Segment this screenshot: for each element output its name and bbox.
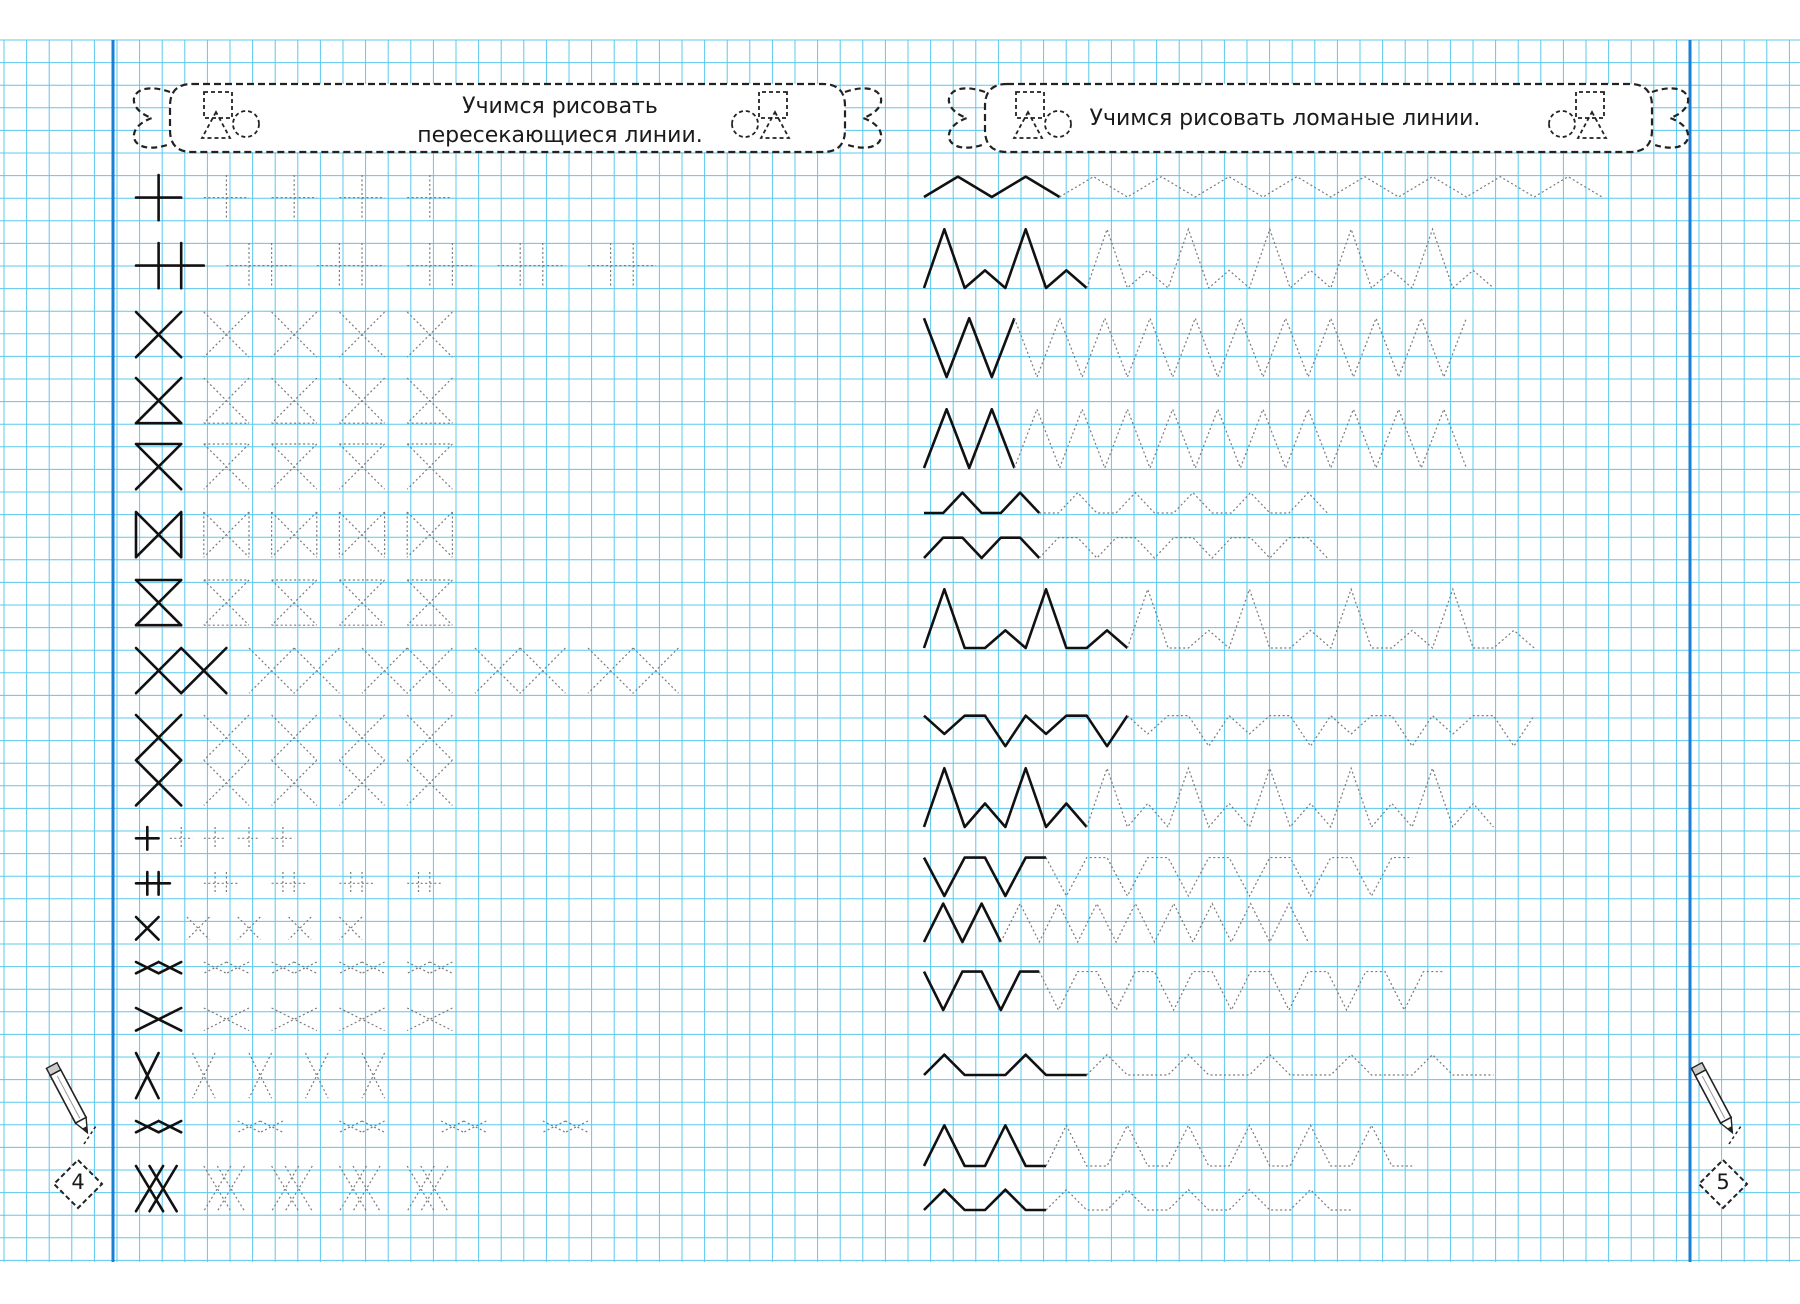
tracing-figure [204, 872, 238, 895]
crossing-row [136, 444, 452, 489]
tracing-figure [407, 444, 452, 489]
tracing-zigzag [1014, 409, 1466, 468]
zigzag-row [924, 589, 1534, 648]
sample-figure [136, 243, 204, 288]
sample-figure [136, 312, 181, 357]
sample-figure [136, 962, 181, 973]
zigzag-lines-exercises [924, 177, 1602, 1210]
zigzag-row [924, 972, 1443, 1010]
banner-curl-right [1652, 88, 1688, 147]
tracing-figure [170, 827, 193, 850]
tracing-figure [407, 962, 452, 973]
zigzag-row [924, 1055, 1494, 1075]
tracing-figure [339, 872, 373, 895]
crossing-row [136, 1053, 385, 1098]
page-number-right: 5 [1716, 1170, 1730, 1194]
sample-zigzag [924, 768, 1087, 827]
tracing-figure [407, 1166, 448, 1211]
header-banners [134, 84, 1688, 152]
tracing-figure [339, 580, 384, 625]
tracing-zigzag [1046, 858, 1412, 896]
tracing-figure [339, 512, 384, 557]
tracing-figure [475, 648, 565, 693]
crossing-row [136, 312, 452, 357]
sample-zigzag [924, 716, 1127, 747]
tracing-figure [543, 1121, 588, 1132]
tracing-zigzag [1087, 768, 1494, 827]
sample-figure [136, 648, 226, 693]
tracing-figure [272, 444, 317, 489]
grid-paper [0, 40, 1800, 1262]
sample-zigzag [924, 177, 1060, 197]
tracing-figure [289, 917, 312, 940]
sample-figure [136, 1166, 177, 1211]
tracing-figure [272, 1166, 313, 1211]
zigzag-row [924, 409, 1466, 468]
tracing-figure [339, 312, 384, 357]
sample-zigzag [924, 858, 1046, 896]
sample-figure [136, 1121, 181, 1132]
tracing-figure [441, 1121, 486, 1132]
tracing-figure [204, 962, 249, 973]
crossing-row [136, 648, 678, 693]
tracing-figure [272, 312, 317, 357]
crossing-row [136, 175, 452, 220]
crossing-row [136, 1121, 588, 1132]
tracing-figure [238, 917, 261, 940]
crossing-row [136, 512, 452, 557]
zigzag-row [924, 177, 1602, 197]
tracing-figure [407, 715, 452, 805]
tracing-zigzag [1001, 904, 1308, 942]
tracing-figure [272, 580, 317, 625]
tracing-figure [272, 872, 306, 895]
sample-figure [136, 872, 170, 895]
tracing-figure [204, 444, 249, 489]
page-number-left: 4 [71, 1170, 85, 1194]
tracing-figure [339, 962, 384, 973]
tracing-figure [187, 917, 210, 940]
tracing-figure [306, 1053, 329, 1098]
tracing-figure [407, 872, 441, 895]
crossing-row [136, 827, 294, 850]
zigzag-row [924, 1125, 1412, 1166]
sample-figure [136, 580, 181, 625]
zigzag-row [924, 904, 1308, 942]
tracing-figure [362, 648, 452, 693]
banner-frame [985, 84, 1652, 152]
crossing-lines-exercises [136, 175, 678, 1211]
tracing-figure [272, 378, 317, 423]
zigzag-row [924, 318, 1466, 377]
tracing-zigzag [1039, 493, 1327, 513]
zigzag-row [924, 538, 1327, 558]
tracing-figure [339, 1121, 384, 1132]
page-title-left-line1: Учимся рисовать [462, 94, 658, 119]
tracing-zigzag [1046, 1125, 1412, 1166]
tracing-figure [339, 378, 384, 423]
crossing-row [136, 378, 452, 423]
tracing-figure [407, 378, 452, 423]
crossing-row [136, 715, 452, 805]
tracing-zigzag [1060, 177, 1602, 197]
tracing-figure [204, 378, 249, 423]
tracing-figure [238, 1121, 283, 1132]
sample-zigzag [924, 229, 1087, 288]
tracing-zigzag [1087, 1055, 1494, 1075]
margin-lines [113, 40, 1690, 1262]
tracing-figure [407, 312, 452, 357]
tracing-figure [272, 512, 317, 557]
crossing-row [136, 917, 362, 940]
tracing-zigzag [1039, 538, 1327, 558]
tracing-figure [204, 1166, 245, 1211]
tracing-figure [204, 715, 249, 805]
grid-lines [0, 40, 1800, 1262]
tracing-zigzag [1087, 229, 1494, 288]
banner-frame [170, 84, 845, 152]
zigzag-row [924, 229, 1494, 288]
sample-figure [136, 512, 181, 557]
crossing-row [136, 580, 452, 625]
tracing-figure [407, 175, 452, 220]
tracing-figure [407, 512, 452, 557]
page-title-right: Учимся рисовать ломаные линии. [1089, 106, 1481, 131]
header-banner-right [949, 84, 1688, 152]
tracing-figure [193, 1053, 216, 1098]
sample-zigzag [924, 1055, 1087, 1075]
zigzag-row [924, 858, 1412, 896]
tracing-figure [407, 580, 452, 625]
sample-figure [136, 444, 181, 489]
crossing-row [136, 872, 441, 895]
tracing-figure [339, 715, 384, 805]
tracing-figure [272, 175, 317, 220]
sample-zigzag [924, 318, 1014, 377]
zigzag-row [924, 768, 1494, 827]
tracing-figure [238, 827, 261, 850]
crossing-row [136, 962, 452, 973]
banner-curl-left [949, 88, 985, 147]
tracing-figure [339, 444, 384, 489]
zigzag-row [924, 493, 1327, 513]
tracing-figure [272, 962, 317, 973]
sample-figure [136, 715, 181, 805]
tracing-figure [204, 175, 249, 220]
sample-zigzag [924, 1125, 1046, 1166]
page-title-left-line2: пересекающиеся линии. [417, 123, 703, 148]
tracing-figure [339, 175, 384, 220]
tracing-zigzag [1014, 318, 1466, 377]
sample-zigzag [924, 409, 1014, 468]
crossing-row [136, 1166, 448, 1211]
tracing-figure [588, 648, 678, 693]
sample-figure [136, 378, 181, 423]
sample-zigzag [924, 493, 1039, 513]
pencil-icons [46, 1063, 1747, 1208]
sample-zigzag [924, 589, 1127, 648]
sample-zigzag [924, 904, 1001, 942]
tracing-figure [249, 648, 339, 693]
tracing-figure [204, 312, 249, 357]
tracing-figure [272, 715, 317, 805]
zigzag-row [924, 716, 1534, 747]
tracing-figure [204, 580, 249, 625]
tracing-figure [204, 512, 249, 557]
sample-figure [136, 175, 181, 220]
tracing-figure [339, 1166, 380, 1211]
sample-zigzag [924, 538, 1039, 558]
sample-zigzag [924, 972, 1039, 1010]
